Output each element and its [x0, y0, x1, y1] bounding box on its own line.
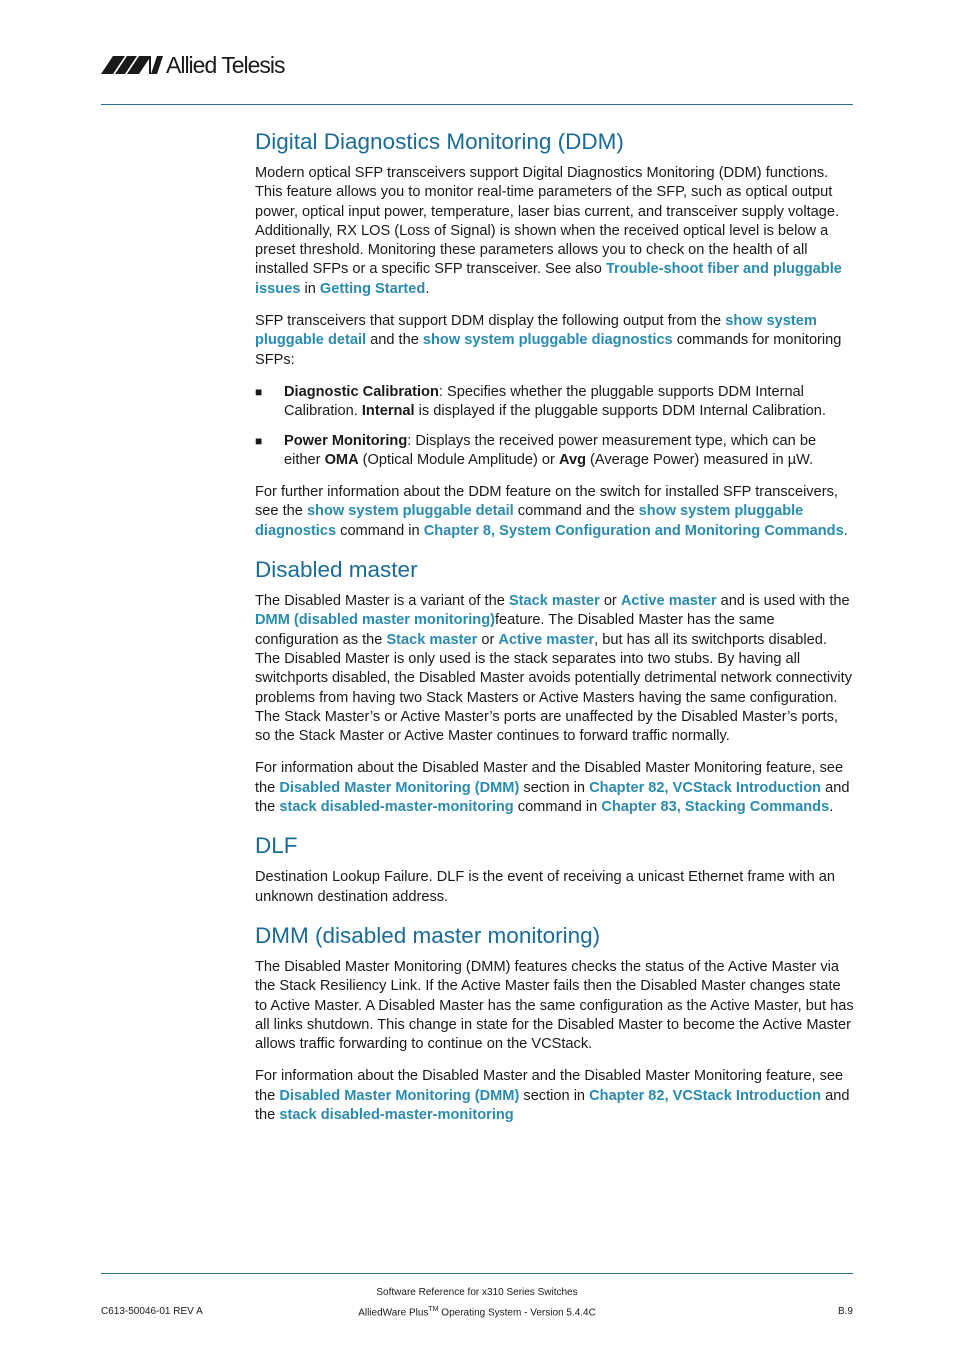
bullet-square-icon: ■: [255, 384, 263, 399]
link-stack-master[interactable]: Stack master: [386, 631, 478, 648]
text: commands for monitoring SFPs:: [255, 332, 842, 368]
bullet-term: Power Monitoring: [284, 432, 408, 449]
link-active-master[interactable]: Active master: [620, 593, 717, 610]
trademark: TM: [428, 1306, 439, 1313]
section-disabled-master: [255, 556, 855, 817]
ddm-paragraph-1: [255, 164, 855, 299]
text: feature. The Disabled Master has the same configuration as the: [255, 612, 775, 648]
text: section in: [519, 1087, 590, 1104]
text: or: [477, 631, 499, 648]
text: is displayed if the pluggable supports DDM Internal Calibration.: [414, 403, 826, 420]
text: and the: [366, 332, 423, 349]
section-dmm: [255, 922, 855, 1125]
link-chapter-82[interactable]: Chapter 82, VCStack Introduction: [589, 779, 822, 796]
text: command in: [336, 522, 424, 539]
link-troubleshoot-fiber[interactable]: Trouble-shoot fiber and pluggable issues: [255, 261, 842, 297]
link-stack-master[interactable]: Stack master: [508, 593, 600, 610]
text: or: [599, 593, 621, 610]
link-active-master[interactable]: Active master: [498, 631, 595, 648]
text: Operating System - Version 5.4.4C: [438, 1307, 596, 1319]
link-stack-disabled-master-monitoring[interactable]: stack disabled-master-monitoring: [279, 799, 514, 816]
text: (Optical Module Amplitude) or: [358, 451, 559, 468]
footer-title: Software Reference for x310 Series Switches: [376, 1287, 578, 1298]
bold-text: OMA: [324, 451, 359, 468]
dlf-paragraph: Destination Lookup Failure. DLF is the event of receiving a unicast Ethernet frame with an unknown destination address.: [255, 869, 836, 905]
bold-text: Internal: [361, 403, 415, 420]
text: The Disabled Master is a variant of the: [255, 593, 509, 610]
heading-dmm: DMM (disabled master monitoring): [255, 922, 601, 948]
link-stack-disabled-master-monitoring[interactable]: stack disabled-master-monitoring: [279, 1106, 514, 1123]
brand-logo: [101, 52, 285, 78]
footer-rule: [101, 1273, 853, 1274]
link-show-pluggable-detail[interactable]: show system pluggable detail: [255, 313, 817, 349]
text: For information about the Disabled Master and the Disabled Master Monitoring feature, see the: [255, 760, 844, 796]
bullet-square-icon: ■: [255, 433, 263, 448]
text: and the: [255, 779, 850, 816]
text: : Displays the received power measurement type, which can be either: [284, 432, 817, 468]
disabled-master-paragraph-1: [255, 592, 855, 746]
bullet-term: Diagnostic Calibration: [284, 383, 439, 400]
list-item: [255, 383, 855, 422]
text: (Average Power) measured in µW.: [586, 451, 814, 468]
link-show-pluggable-detail[interactable]: show system pluggable detail: [306, 503, 514, 520]
ddm-bullet-list: [255, 383, 855, 470]
text: and is used with the: [716, 593, 850, 610]
text: AlliedWare Plus: [358, 1307, 429, 1319]
link-chapter-82[interactable]: Chapter 82, VCStack Introduction: [589, 1087, 822, 1104]
dmm-paragraph-1: The Disabled Master Monitoring (DMM) features checks the status of the Active Master via the Stack Resiliency Link. If the Active Master fails then the Disabled Master changes state to Active Master. A Disabled Master has the same configuration as the Active Master, but has all links shutdown. This change in state for the Disabled Master to become the Active Master allows traffic forwarding to continue on the VCStack.: [255, 958, 854, 1053]
text: .: [829, 799, 834, 816]
footer-page-number: B.9: [837, 1306, 853, 1317]
link-disabled-master-monitoring[interactable]: Disabled Master Monitoring (DMM): [279, 779, 520, 796]
text: section in: [519, 779, 590, 796]
section-dlf: [255, 832, 855, 907]
text: Modern optical SFP transceivers support Digital Diagnostics Monitoring (DDM) functions. This feature allows you to monitor real-time parameters of the SFP, such as optical output power, optical input power, temperature, laser bias current, and transceiver supply voltage. Additionally, RX LOS (Loss of Signal) is shown when the received optical level is below a preset threshold. Monitoring these parameters allows you to check on the health of all installed SFPs or a specific SFP transceiver. See also: [255, 165, 840, 278]
brand-name: Allied Telesis: [166, 52, 285, 78]
link-show-pluggable-diagnostics[interactable]: show system pluggable diagnostics: [422, 332, 673, 349]
text: and the: [255, 1087, 850, 1123]
text: .: [843, 522, 848, 539]
text: For further information about the DDM feature on the switch for installed SFP transceivers, see the: [255, 484, 838, 520]
ddm-paragraph-2: [255, 312, 855, 370]
text: : Specifies whether the pluggable supports DDM Internal Calibration.: [284, 383, 804, 420]
text: SFP transceivers that support DDM display the following output from the: [255, 313, 726, 330]
text: in: [300, 280, 320, 297]
footer-doc-id: C613-50046-01 REV A: [101, 1306, 203, 1317]
heading-disabled-master: Disabled master: [255, 557, 418, 583]
link-disabled-master-monitoring[interactable]: Disabled Master Monitoring (DMM): [279, 1087, 520, 1104]
bold-text: Avg: [558, 451, 586, 468]
link-chapter-8[interactable]: Chapter 8, System Configuration and Monitoring Commands: [423, 522, 844, 539]
link-chapter-83[interactable]: Chapter 83, Stacking Commands: [601, 799, 830, 816]
list-item: [255, 432, 855, 471]
main-content: [255, 128, 855, 1138]
ddm-paragraph-3: [255, 483, 855, 541]
link-show-pluggable-diagnostics[interactable]: show system pluggable diagnostics: [255, 503, 804, 539]
link-dmm[interactable]: DMM (disabled master monitoring): [255, 612, 495, 629]
heading-ddm: Digital Diagnostics Monitoring (DDM): [255, 129, 624, 154]
text: For information about the Disabled Master and the Disabled Master Monitoring feature, see the: [255, 1068, 844, 1104]
text: .: [425, 280, 430, 297]
link-getting-started[interactable]: Getting Started: [319, 280, 426, 297]
disabled-master-paragraph-2: [255, 759, 855, 817]
dmm-paragraph-2: [255, 1067, 855, 1125]
heading-dlf: DLF: [255, 833, 298, 859]
header-rule: [101, 104, 853, 105]
text: , but has all its switchports disabled. The Disabled Master is only used is the stack separates into two stubs. By having all switchports disabled, the Disabled Master avoids potentially detrimental network connectivity problems from having two Stack Masters or Active Masters having the same configuration. The Stack Master’s or Active Master’s ports are unaffected by the Disabled Master’s ports, so the Stack Master or Active Master continues to forward traffic normally.: [255, 631, 853, 745]
text: command in: [513, 799, 602, 816]
text: command and the: [513, 503, 639, 520]
allied-telesis-logo-icon: [101, 56, 163, 74]
